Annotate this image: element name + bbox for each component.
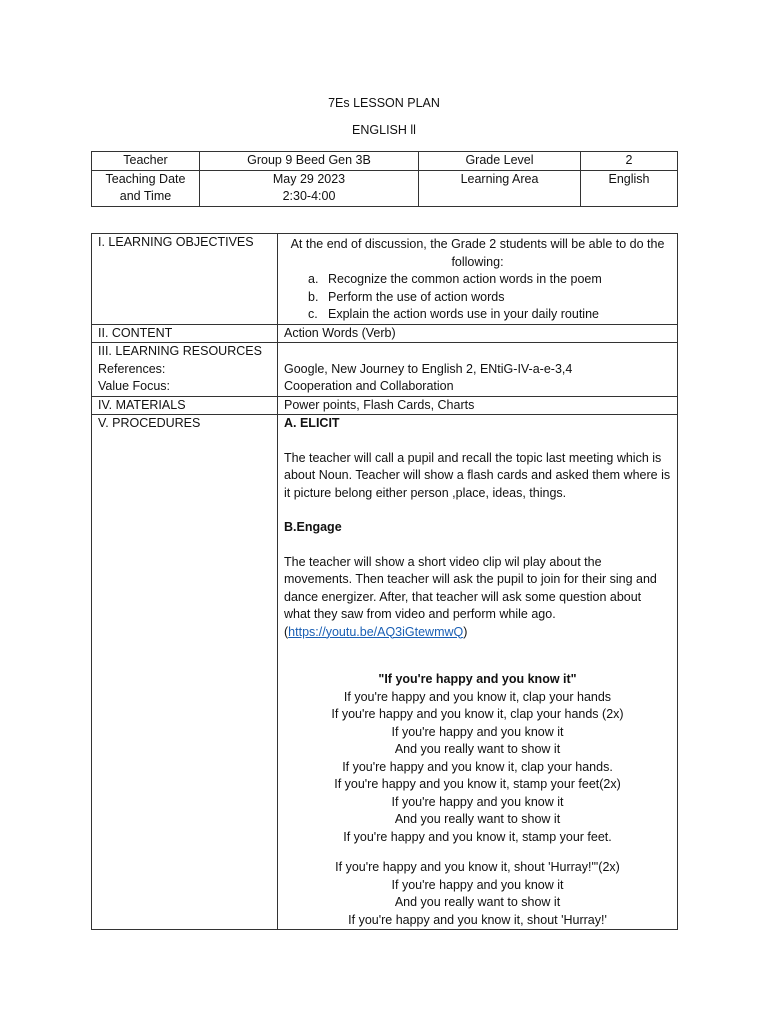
song-line: If you're happy and you know it, clap your hands. [342,759,613,774]
row-procedures [92,415,678,930]
document-title: 7Es LESSON PLAN [328,96,440,110]
area-label: Learning Area [419,170,581,206]
song-line: If you're happy and you know it [391,794,564,809]
resources-label: III. LEARNING RESOURCES [98,344,262,358]
references-value: Google, New Journey to English 2, ENtiG-IV-a-e-3,4 [284,361,573,376]
value-focus-value: Cooperation and Collaboration [284,379,454,393]
date-value: May 29 2023 [272,171,346,186]
references-label: References: [98,361,166,376]
teacher-label: Teacher [92,152,200,171]
objectives-label: I. LEARNING OBJECTIVES [92,234,278,325]
song-line: If you're happy and you know it, stamp your feet(2x) [334,777,621,791]
teacher-value: Group 9 Beed Gen 3B [200,152,419,171]
song-line: And you really want to show it [394,812,561,826]
resources-label-cell [92,343,278,397]
song-line: If you're happy and you know it, clap your hands (2x) [331,707,624,721]
song-line: If you're happy and you know it [391,724,564,739]
materials-value: Power points, Flash Cards, Charts [278,396,678,415]
procedures-label: V. PROCEDURES [92,415,278,930]
song-line: If you're happy and you know it, clap your hands [343,689,612,704]
engage-text: The teacher will show a short video clip wil play about the movements. Then teacher will ask the pupil to join for their sing and dance energizer. After, that teacher will ask some question about what they saw from video and perform while ago. [284,554,657,621]
date-value-cell [200,170,419,206]
song-line: If you're happy and you know it, stamp your feet. [343,829,612,844]
row-materials [92,396,678,415]
objectives-list [284,271,671,324]
date-label-line1: Teaching Date [105,171,186,186]
objectives-cell [278,234,678,325]
song-stanza-2 [284,859,671,929]
video-link-line: (https://youtu.be/AQ3iGtewmwQ) [284,624,468,639]
song-title: "If you're happy and you know it" [378,672,577,686]
elicit-heading: A. ELICIT [284,416,340,430]
header-table [91,151,678,207]
value-focus-label: Value Focus: [98,379,171,393]
objectives-intro: At the end of discussion, the Grade 2 students will be able to do the following: [290,237,665,269]
song-line: And you really want to show it [394,742,561,756]
content-value: Action Words (Verb) [278,324,678,343]
song-line: If you're happy and you know it, shout 'Hurray!' [348,912,607,927]
song-stanza-1 [284,689,671,847]
grade-value: 2 [581,152,678,171]
resources-value-cell [278,343,678,397]
header-row-date [92,170,678,206]
area-value: English [581,170,678,206]
engage-heading: B.Engage [284,520,342,534]
procedures-cell [278,415,678,930]
row-objectives [92,234,678,325]
list-item: c. Explain the action words use in your daily routine [308,307,599,321]
document-subtitle: ENGLISH ll [352,123,416,137]
video-link[interactable]: https://youtu.be/AQ3iGtewmwQ [288,624,464,639]
lesson-plan-table [91,233,678,930]
row-content [92,324,678,343]
song-line: If you're happy and you know it, shout 'Hurray!"'(2x) [335,860,620,874]
row-resources [92,343,678,397]
song-line: And you really want to show it [394,895,561,909]
date-label [92,170,200,206]
list-item: a. Recognize the common action words in the poem [308,272,602,286]
materials-label: IV. MATERIALS [92,396,278,415]
date-label-line2: and Time [119,189,172,203]
elicit-text: The teacher will call a pupil and recall the topic last meeting which is about Noun. Teacher will show a flash cards and asked them where is it picture belong either person ,place, ideas, things. [284,450,671,500]
song-line: If you're happy and you know it [391,877,564,892]
time-value: 2:30-4:00 [282,189,336,203]
header-row-teacher [92,152,678,171]
grade-label: Grade Level [419,152,581,171]
content-label: II. CONTENT [92,324,278,343]
list-item: b. Perform the use of action words [308,289,505,304]
